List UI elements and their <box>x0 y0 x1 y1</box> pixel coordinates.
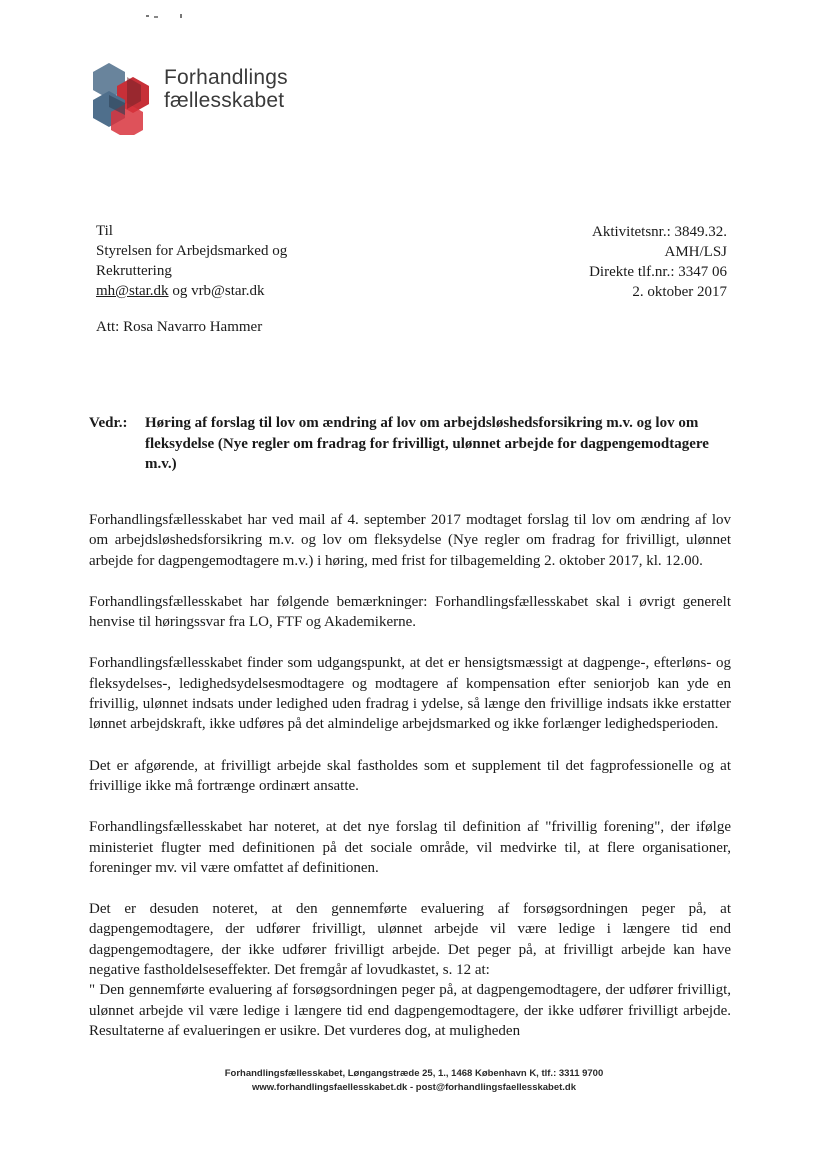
recipient-email-separator: og <box>168 283 192 299</box>
direct-phone: Direkte tlf.nr.: 3347 06 <box>589 264 727 280</box>
letter-date: 2. oktober 2017 <box>632 284 727 300</box>
recipient-email-2[interactable]: vrb@star.dk <box>191 283 265 299</box>
organization-logo-icon <box>91 55 161 135</box>
body-paragraph-6: Det er desuden noteret, at den gennemførte evaluering af forsøgsordningen peger på, at dagpengemodtagere, der udfører frivilligt, ulønnet arbejde vil være ledige i længere tid end dagpengemodtagere, der ikke udfører frivilligt arbejde. Det peger på, at frivilligt arbejde kan have negative fastholdelseseffekter. Det fremgår af lovudkastet, s. 12 at: <box>89 901 731 979</box>
subject-text: Høring af forslag til lov om ændring af lov om arbejdsløshedsforsikring m.v. og lov om fleksydelse (Nye regler om fradrag for frivilligt, ulønnet arbejde for dagpengemodtagere m.v.) <box>145 415 709 472</box>
recipient-line-2: Rekruttering <box>96 263 172 279</box>
recipient-email-link-1[interactable]: mh@star.dk <box>96 283 169 299</box>
logo-line-1: Forhandlings <box>164 66 288 89</box>
activity-number: Aktivitetsnr.: 3849.32. <box>592 224 727 240</box>
recipient-address <box>96 221 287 301</box>
recipient-to: Til <box>96 223 113 239</box>
body-paragraph-5: Forhandlingsfællesskabet har noteret, at det nye forslag til definition af "frivillig forening", der ifølge ministeriet flugter med definitionen på det sociale område, vil medvirke til, at flere organisationer, foreninger mv. vil være omfattet af definitionen. <box>89 819 731 876</box>
body-paragraph-2: Forhandlingsfællesskabet har følgende bemærkninger: Forhandlingsfællesskabet skal i øvrigt generelt henvise til høringssvar fra LO, FTF og Akademikerne. <box>89 593 731 631</box>
footer-contact: www.forhandlingsfaellesskabet.dk - post@forhandlingsfaellesskabet.dk <box>251 1082 577 1093</box>
body-paragraph-3: Forhandlingsfællesskabet finder som udgangspunkt, at det er hensigtsmæssigt at dagpenge-, efterløns- og fleksydelses-, ledighedsydelsesmodtagere og modtagere af kompensation efter seniorjob kan yde en frivillig, ulønnet indsats under ledighed uden fradrag i ydelse, så længe den frivillige indsats ikke erstatter lønnet arbejdskraft, ikke udføres på det almindelige arbejdsmarked og ikke forlænger ledighedsperioden. <box>89 655 731 733</box>
recipient-line-1: Styrelsen for Arbejdsmarked og <box>96 243 288 259</box>
scan-artifact <box>146 12 186 20</box>
logo-line-2: fællesskabet <box>164 89 285 112</box>
organization-logo-text <box>164 66 288 112</box>
letter-body <box>89 510 731 1041</box>
sender-initials: AMH/LSJ <box>664 244 727 260</box>
quoted-passage: " Den gennemførte evaluering af forsøgsordningen peger på, at dagpengemodtagere, der udfører frivilligt, ulønnet arbejde vil være ledige i længere tid end dagpengemodtagere, der ikke udfører frivilligt arbejde. Resultaterne af evalueringen er usikre. Det vurderes dog, at muligheden <box>89 982 731 1039</box>
footer-address: Forhandlingsfællesskabet, Løngangstræde 25, 1., 1468 København K, tlf.: 3311 9700 <box>224 1068 604 1079</box>
letter-metadata <box>589 222 727 302</box>
body-paragraph-4: Det er afgørende, at frivilligt arbejde skal fastholdes som et supplement til det fagprofessionelle og at frivillige ikke må fortrænge ordinært ansatte. <box>89 757 731 794</box>
subject-block <box>89 413 729 475</box>
letter-footer <box>0 1067 828 1095</box>
body-paragraph-1: Forhandlingsfællesskabet har ved mail af 4. september 2017 modtaget forslag til lov om ændring af lov om arbejdsløshedsforsikring m.v. og lov om fleksydelse (Nye regler om fradrag for frivilligt, ulønnet arbejde for dagpengemodtagere m.v.) i høring, med frist for tilbagemelding 2. oktober 2017, kl. 12.00. <box>89 512 731 569</box>
attention-line: Att: Rosa Navarro Hammer <box>96 319 263 335</box>
subject-label: Vedr.: <box>89 415 128 431</box>
recipient-emails <box>96 281 287 301</box>
